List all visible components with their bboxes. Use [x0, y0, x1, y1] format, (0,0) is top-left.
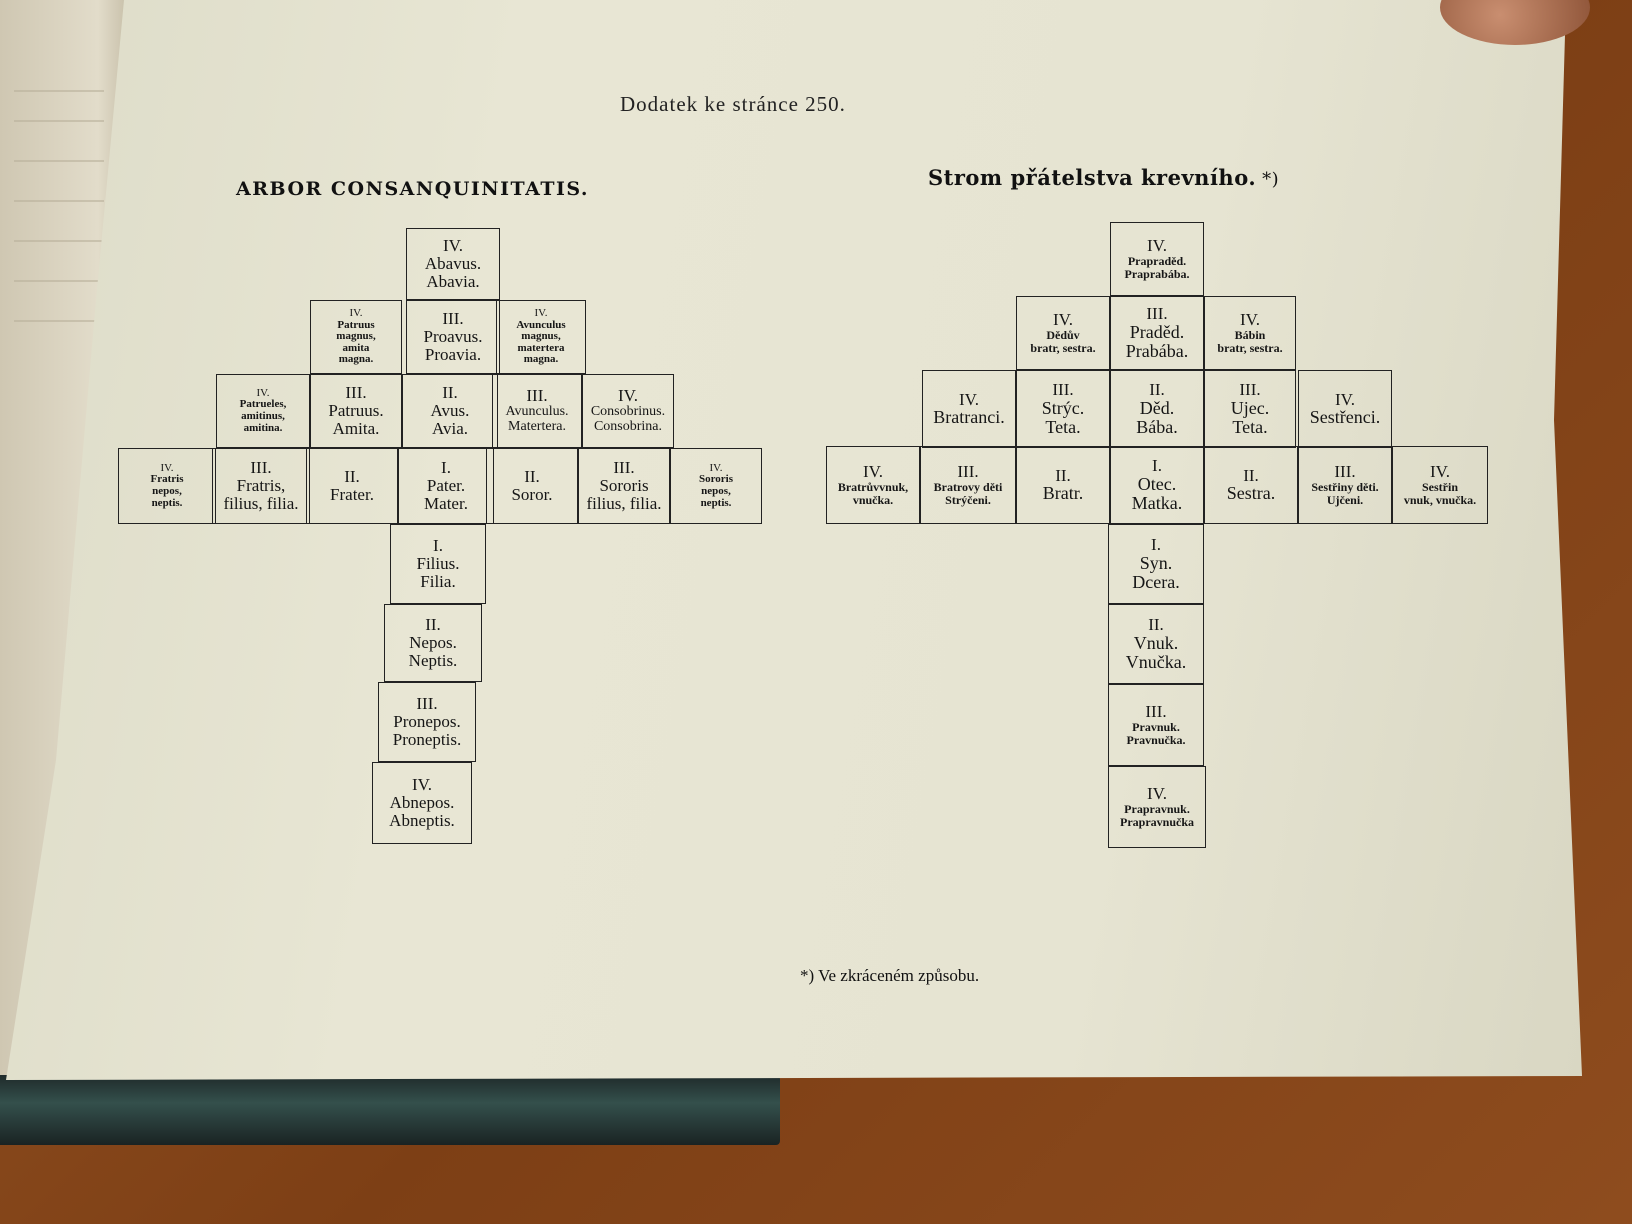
czech-kin-cell — [1016, 370, 1110, 448]
latin-kin-cell — [378, 682, 476, 762]
degree-numeral: IV. — [443, 236, 463, 256]
degree-numeral: III. — [250, 458, 272, 478]
czech-kin-cell — [1204, 370, 1296, 448]
relation-label: magna. — [523, 353, 559, 366]
relation-label: Teta. — [1232, 416, 1268, 437]
degree-numeral: III. — [526, 386, 548, 406]
latin-kin-cell — [118, 448, 216, 524]
degree-numeral: II. — [1148, 615, 1164, 635]
degree-numeral: I. — [1151, 535, 1161, 555]
degree-numeral: III. — [1145, 702, 1167, 722]
relation-label: Bratranci. — [933, 407, 1005, 428]
degree-numeral: II. — [524, 467, 540, 487]
czech-kin-cell — [920, 446, 1016, 524]
relation-label: nepos, — [701, 485, 731, 497]
czech-kin-cell — [1204, 446, 1298, 524]
latin-kin-cell — [486, 448, 578, 524]
degree-numeral: III. — [1052, 380, 1074, 400]
relation-label: Vnuk. — [1133, 633, 1179, 654]
relation-label: Filia. — [420, 571, 456, 591]
degree-numeral: I. — [441, 458, 451, 478]
czech-kin-cell — [1392, 446, 1488, 524]
relation-label: Proavia. — [424, 344, 482, 364]
degree-numeral: II. — [1243, 465, 1259, 485]
relation-label: Prapravnučka — [1119, 814, 1194, 829]
czech-kin-cell — [1298, 370, 1392, 448]
relation-label: filius, filia. — [223, 493, 299, 513]
degree-numeral: III. — [1146, 304, 1168, 324]
czech-kin-cell — [826, 446, 920, 524]
relation-label: filius, filia. — [586, 493, 662, 513]
relation-label: magnus, — [336, 330, 376, 343]
relation-label: Avus. — [430, 401, 470, 421]
degree-numeral: III. — [1334, 462, 1356, 482]
relation-label: Dcera. — [1132, 571, 1180, 592]
relation-label: Consobrina. — [593, 418, 663, 434]
degree-numeral: II. — [1149, 380, 1165, 400]
latin-kin-cell — [390, 524, 486, 604]
degree-numeral: IV. — [256, 386, 270, 399]
relation-label: Teta. — [1045, 416, 1081, 437]
degree-numeral: IV. — [1335, 389, 1355, 409]
relation-label: Amita. — [332, 418, 380, 438]
relation-label: Prabába. — [1125, 340, 1189, 361]
degree-numeral: III. — [957, 462, 979, 482]
degree-numeral: IV. — [618, 386, 638, 406]
relation-label: vnuk, vnučka. — [1403, 492, 1477, 507]
relation-label: Sestra. — [1226, 483, 1276, 504]
relation-label: Dědův — [1046, 328, 1080, 343]
relation-label: Praděd. — [1129, 322, 1185, 343]
czech-kin-cell — [1204, 296, 1296, 370]
footnote: *) Ve zkráceném způsobu. — [800, 966, 980, 985]
relation-label: Neptis. — [408, 650, 458, 670]
relation-label: Strýčeni. — [945, 492, 991, 507]
degree-numeral: III. — [442, 309, 464, 329]
czech-kin-cell — [1108, 766, 1206, 848]
degree-numeral: II. — [425, 615, 441, 635]
relation-label: nepos, — [152, 485, 182, 497]
latin-kin-cell — [406, 228, 500, 300]
czech-kin-cell — [1298, 446, 1392, 524]
latin-kin-cell — [492, 374, 582, 448]
degree-numeral: I. — [1152, 456, 1162, 476]
latin-kin-cell — [406, 300, 500, 374]
footnote-marker: *) — [1262, 169, 1280, 190]
relation-label: Bratr. — [1042, 483, 1084, 504]
relation-label: Abneptis. — [389, 810, 455, 830]
degree-numeral: IV. — [412, 775, 432, 795]
relation-label: Consobrinus. — [590, 404, 666, 420]
degree-numeral: IV. — [534, 307, 548, 320]
relation-label: vnučka. — [852, 492, 894, 507]
latin-kin-cell — [582, 374, 674, 448]
relation-label: Otec. — [1137, 474, 1177, 495]
relation-label: Bratrovy děti — [933, 480, 1003, 495]
relation-label: Proneptis. — [392, 729, 462, 749]
relation-label: magnus, — [521, 330, 561, 343]
relation-label: Pravnuk. — [1132, 720, 1180, 735]
degree-numeral: IV. — [1053, 310, 1073, 330]
relation-label: Bratrůvvnuk, — [837, 480, 909, 495]
czech-kin-cell — [1110, 296, 1204, 370]
relation-label: Mater. — [424, 493, 468, 513]
degree-numeral: IV. — [863, 462, 883, 482]
degree-numeral: II. — [344, 467, 360, 487]
latin-kin-cell — [306, 448, 398, 524]
degree-numeral: IV. — [160, 461, 174, 474]
relation-label: Fratris, — [236, 476, 286, 496]
latin-kin-cell — [216, 374, 310, 448]
relation-label: Pravnučka. — [1126, 732, 1186, 747]
relation-label: amitinus, — [241, 410, 285, 422]
relation-label: Prapraděd. — [1127, 254, 1187, 269]
relation-label: Patrueles, — [239, 398, 287, 411]
document-page — [6, 0, 1582, 1080]
book-cover — [0, 1075, 780, 1145]
relation-label: matertera — [517, 341, 565, 354]
relation-label: Frater. — [330, 485, 374, 504]
relation-label: Patruus — [337, 318, 375, 331]
relation-label: Abavia. — [426, 271, 480, 291]
relation-label: amita — [342, 341, 370, 354]
latin-kin-cell — [578, 448, 670, 524]
degree-numeral: III. — [613, 458, 635, 478]
relation-label: Vnučka. — [1125, 651, 1187, 672]
latin-kin-cell — [310, 374, 402, 448]
latin-kin-cell — [310, 300, 402, 374]
latin-kin-cell — [496, 300, 586, 374]
czech-kin-cell — [1110, 222, 1204, 296]
degree-numeral: I. — [433, 536, 443, 556]
degree-numeral: III. — [1239, 380, 1261, 400]
relation-label: Sestřin — [1422, 480, 1458, 495]
relation-label: bratr, sestra. — [1217, 340, 1283, 355]
relation-label: Ujec. — [1230, 398, 1270, 419]
degree-numeral: II. — [1055, 465, 1071, 485]
latin-kin-cell — [670, 448, 762, 524]
relation-label: Avunculus — [516, 318, 566, 331]
relation-label: Praprabába. — [1124, 266, 1190, 281]
relation-label: Matka. — [1131, 492, 1183, 513]
relation-label: Sororis — [599, 476, 649, 496]
relation-label: Sestřenci. — [1309, 407, 1381, 428]
relation-label: Pronepos. — [393, 712, 461, 732]
relation-label: bratr, sestra. — [1030, 340, 1096, 355]
czech-kin-cell — [1108, 684, 1204, 766]
relation-label: Bábin — [1234, 328, 1266, 343]
relation-label: Ujčeni. — [1326, 492, 1364, 507]
degree-numeral: IV. — [959, 389, 979, 409]
relation-label: Bába. — [1136, 416, 1178, 437]
relation-label: neptis. — [700, 496, 732, 509]
relation-label: Děd. — [1139, 398, 1175, 419]
page-header: Dodatek ke stránce 250. — [620, 92, 846, 116]
degree-numeral: IV. — [1240, 310, 1260, 330]
relation-label: Soror. — [511, 485, 553, 504]
czech-kin-cell — [1110, 370, 1204, 448]
relation-label: Filius. — [416, 554, 460, 574]
relation-label: Syn. — [1139, 553, 1173, 574]
relation-label: Avia. — [431, 418, 469, 438]
czech-kin-cell — [1016, 296, 1110, 370]
right-tree-title — [928, 165, 1279, 190]
relation-label: Abnepos. — [389, 793, 455, 813]
relation-label: Patruus. — [328, 401, 384, 421]
degree-numeral: II. — [442, 383, 458, 403]
czech-kin-cell — [1016, 446, 1110, 524]
relation-label: Nepos. — [409, 633, 457, 653]
czech-kin-cell — [1108, 524, 1204, 604]
latin-kin-cell — [398, 448, 494, 524]
czech-kin-cell — [922, 370, 1016, 448]
relation-label: Fratris — [150, 473, 184, 486]
relation-label: Avunculus. — [505, 404, 569, 420]
degree-numeral: IV. — [1147, 236, 1167, 256]
latin-kin-cell — [372, 762, 472, 844]
latin-kin-cell — [212, 448, 310, 524]
degree-numeral: III. — [416, 694, 438, 714]
czech-kin-cell — [1108, 604, 1204, 684]
relation-label: Pater. — [426, 476, 466, 496]
relation-label: neptis. — [151, 496, 183, 509]
relation-label: magna. — [338, 353, 374, 366]
right-tree-title-text: Strom přátelstva krevního. — [928, 165, 1257, 190]
czech-kin-cell — [1110, 446, 1204, 524]
degree-numeral: IV. — [709, 461, 723, 474]
relation-label: Proavus. — [423, 327, 483, 347]
latin-kin-cell — [402, 374, 498, 448]
relation-label: Abavus. — [424, 254, 482, 274]
relation-label: amitina. — [243, 421, 283, 434]
relation-label: Prapravnuk. — [1124, 802, 1190, 817]
degree-numeral: III. — [345, 383, 367, 403]
degree-numeral: IV. — [349, 307, 363, 320]
latin-kin-cell — [384, 604, 482, 682]
relation-label: Matertera. — [508, 418, 566, 434]
relation-label: Strýc. — [1041, 398, 1085, 419]
relation-label: Sororis — [698, 473, 734, 486]
degree-numeral: IV. — [1430, 462, 1450, 482]
relation-label: Sestřiny děti. — [1311, 480, 1379, 495]
left-tree-title: ARBOR CONSANQUINITATIS. — [236, 178, 590, 200]
degree-numeral: IV. — [1147, 784, 1167, 804]
